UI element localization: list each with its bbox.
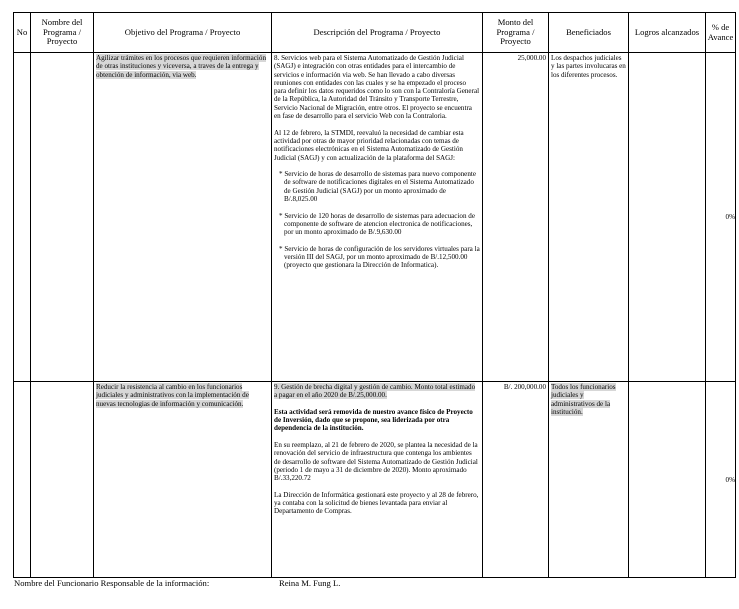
- cell-beneficiados: [549, 382, 629, 578]
- table-row: [14, 382, 736, 578]
- col-header-objetivo: Objetivo del Programa / Proyecto: [94, 13, 272, 53]
- col-header-logros: Logros alcanzados: [629, 13, 706, 53]
- footer: [14, 578, 340, 588]
- beneficiados-text: Todos los funcionarios judiciales y administrativos de la institución.: [551, 383, 616, 416]
- description-bullet: * Servicio de horas de desarrollo de sistemas para nuevo componente de software de notificaciones digitales en el Sistema Automatizado de Gestión Judicial (SAGJ) por un monto aproximado de B/.8,025.00: [279, 170, 476, 204]
- responsible-label: Nombre del Funcionario Responsable de la información:: [14, 578, 210, 588]
- cell-objetivo: [94, 382, 272, 578]
- description-bullet: * Servicio de horas de configuración de los servidores virtuales para la versión III del SAGJ, por un monto aproximado de B/.12,500.00 (proyecto que gestionara la Dirección de Informatica).: [279, 244, 480, 270]
- col-header-beneficiados: Beneficiados: [549, 13, 629, 53]
- cell-monto: B/. 200,000.00: [483, 382, 549, 578]
- table-row: [14, 53, 736, 382]
- description-paragraph: La Dirección de Informática gestionará este proyecto y al 28 de febrero, ya contaba con la solicitud de bienes levantada para enviar al Departamento de Compras.: [274, 490, 479, 516]
- cell-avance: 0%: [706, 382, 736, 578]
- col-header-descripcion: Descripción del Programa / Proyecto: [272, 13, 483, 53]
- cell-monto: 25,000.00: [483, 53, 549, 382]
- objetivo-text: Agilizar trámites en los procesos que requieren información de otras instituciones y viceversa, a traves de la entrega y obtención de información, via web.: [96, 54, 266, 79]
- responsible-name: Reina M. Fung L.: [279, 578, 341, 588]
- cell-logros: [629, 382, 706, 578]
- cell-avance: 0%: [706, 53, 736, 382]
- cell-nombre: [31, 53, 94, 382]
- cell-objetivo: [94, 53, 272, 382]
- cell-no: [14, 53, 31, 382]
- cell-nombre: [31, 382, 94, 578]
- cell-beneficiados: Los despachos judiciales y las partes involucaras en los diferentes procesos.: [549, 53, 629, 382]
- description-bold-note: Esta actividad será removida de nuestro avance físico de Proyecto de Inversión, dado que se propone, sea liderizada por otra dependencia de la institución.: [274, 407, 473, 433]
- description-paragraph: En su reemplazo, al 21 de febrero de 2020, se plantea la necesidad de la renovación del servicio de infraestructura que contenga los ambientes de desarrollo de software del Sistema Automatizado de Gestión Judicial (periodo 1 de mayo a 31 de diciembre de 2020). Monto aproximado B/.33,220.72: [274, 441, 478, 483]
- description-bullet: * Servicio de 120 horas de desarrollo de sistemas para adecuacion de componente de software de atencion electronica de notificaciones, por un monto aproximado de B/.9,630.00: [279, 211, 475, 237]
- cell-logros: [629, 53, 706, 382]
- projects-table: [13, 12, 736, 578]
- description-paragraph: Al 12 de febrero, la STMDI, reevaluó la necesidad de cambiar esta actividad por otras de mayor prioridad relacionadas con temas de notificaciones electrónicas en el Sistema Automatizado de Gestión Judicial (SAGJ) y con actualización de la plataforma del SAGJ:: [274, 128, 464, 162]
- cell-descripcion: [272, 53, 483, 382]
- col-header-nombre: Nombre del Programa / Proyecto: [31, 13, 94, 53]
- objetivo-text: Reducir la resistencia al cambio en los funcionarios judiciales y administrativos con la implementación de nuevas tecnologias de información y comunicación.: [96, 383, 249, 408]
- col-header-monto: Monto del Programa / Proyecto: [483, 13, 549, 53]
- description-paragraph: 8. Servicios web para el Sistema Automatizado de Gestión Judicial (SAGJ) e integración con otras entidades para el intercambio de servicios e información via web. Se han llevado a cabo diversas reuniones con entidades con las cuales y se ha empezado el proceso para definir los datos requeridos como lo son con la Contraloría General de la República, la Autoridad del Tránsito y Transporte Terrestre, Servicio Nacional de Migración, entre otros. El proyecto se encuentra en fase de desarrollo para el servicio Web con la Contraloria.: [274, 54, 480, 121]
- header-row: [14, 13, 736, 53]
- col-header-no: No: [14, 13, 31, 53]
- cell-no: [14, 382, 31, 578]
- description-paragraph: 9. Gestión de brecha digital y gestión de cambio. Monto total estimado a pagar en el año 2020 de B/.25,000.00.: [274, 383, 476, 400]
- cell-descripcion: [272, 382, 483, 578]
- col-header-avance: % de Avance: [706, 13, 736, 53]
